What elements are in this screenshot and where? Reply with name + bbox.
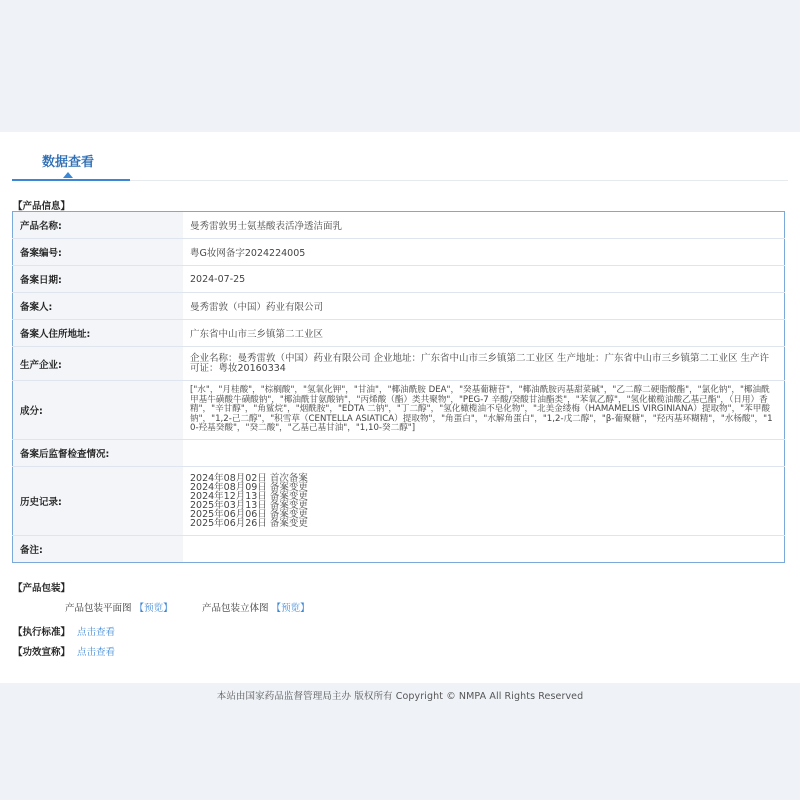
content-panel <box>0 132 800 683</box>
history-entry: 2024年08月09日 备案变更 <box>190 482 308 493</box>
remarks-label: 备注: <box>13 536 184 563</box>
top-banner-area <box>0 0 800 132</box>
packaging-flat-preview-link[interactable]: 【预览】 <box>134 603 173 614</box>
post-inspection-label: 备案后监督检查情况: <box>13 440 184 467</box>
row-remarks <box>13 536 785 563</box>
remarks-value <box>183 536 785 563</box>
row-manufacturer <box>13 347 785 381</box>
row-product-name <box>13 212 785 239</box>
ingredients-label: 成分: <box>13 381 184 440</box>
history-entry: 2024年12月13日 备案变更 <box>190 491 308 502</box>
registrant-value: 曼秀雷敦（中国）药业有限公司 <box>183 293 785 320</box>
record-date-value: 2024-07-25 <box>183 266 785 293</box>
manufacturer-value: 企业名称：曼秀雷敦（中国）药业有限公司 企业地址：广东省中山市三乡镇第二工业区 生产地址：广东省中山市三乡镇第二工业区 生产许可证：粤妆20160334 <box>183 347 785 381</box>
product-info-table <box>12 211 785 563</box>
history-list <box>183 467 785 536</box>
history-entry: 2024年08月02日 首次备案 <box>190 473 308 484</box>
tab-bar <box>12 132 788 181</box>
standard-label: 【执行标准】 <box>13 627 71 638</box>
row-record-date <box>13 266 785 293</box>
tab-data-view[interactable] <box>12 132 130 181</box>
history-entry: 2025年06月26日 备案变更 <box>190 518 308 529</box>
row-registrant <box>13 293 785 320</box>
record-date-label: 备案日期: <box>13 266 184 293</box>
registrant-address-value: 广东省中山市三乡镇第二工业区 <box>183 320 785 347</box>
footer-copyright: 本站由国家药品监督管理局主办 版权所有 Copyright © NMPA All Rights Reserved <box>216 691 584 702</box>
manufacturer-label: 生产企业: <box>13 347 184 381</box>
row-history <box>13 467 785 536</box>
tab-data-view-label: 数据查看 <box>42 155 95 170</box>
packaging-3d-preview-link[interactable]: 【预览】 <box>271 603 310 614</box>
post-inspection-value <box>183 440 785 467</box>
efficacy-row <box>13 644 115 658</box>
record-number-label: 备案编号: <box>13 239 184 266</box>
history-label: 历史记录: <box>13 467 184 536</box>
standard-row <box>13 624 115 638</box>
product-info-title: 【产品信息】 <box>13 201 71 212</box>
tab-caret-icon <box>63 172 73 178</box>
history-entry: 2025年06月06日 备案变更 <box>190 509 308 520</box>
footer <box>0 683 800 800</box>
standard-view-link[interactable]: 点击查看 <box>77 627 116 638</box>
efficacy-label: 【功效宣称】 <box>13 647 71 658</box>
ingredients-value: ["水"，"月桂酸"，"棕榈酸"，"氢氧化钾"，"甘油"，"椰油酰胺 DEA"，"癸基葡糖苷"，"椰油酰胺丙基甜菜碱"，"乙二醇二硬脂酸酯"，"氯化钠"，"椰油酰甲基牛磺酸牛磺酸钠"，"椰油酰甘氨酸钠"，"丙烯酸（酯）类共聚物"，"PEG-7 辛酸/癸酸甘油酯类"，"苯氧乙醇"，"氢化橄榄油酸乙基己酯"，（日用）香精"，"辛甘醇"，"角鲨烷"，"烟酰胺"，"EDTA 二钠"，"丁二醇"，"氢化橄榄油不皂化物"，"北美金缕梅（HAMAMELIS VIRGINIANA）提取物"，"苯甲酸钠"，"1,2-己二醇"，"积雪草（CENTELLA ASIATICA）提取物"，"角蛋白"，"水解角蛋白"，"1,2-戊二醇"，"β-葡聚糖"，"羟丙基环糊精"，"水杨酸"，"10-羟基癸酸"，"癸二酸"，"乙基己基甘油"，"1,10-癸二醇"] <box>183 381 785 440</box>
product-name-value: 曼秀雷敦男士氨基酸表活净透洁面乳 <box>190 221 343 232</box>
row-ingredients <box>13 381 785 440</box>
product-name-label: 产品名称: <box>13 212 184 239</box>
packaging-title: 【产品包装】 <box>13 583 71 594</box>
packaging-flat-item <box>65 600 173 614</box>
history-entry: 2025年03月13日 备案变更 <box>190 500 308 511</box>
efficacy-view-link[interactable]: 点击查看 <box>77 647 116 658</box>
row-post-inspection <box>13 440 785 467</box>
packaging-flat-label: 产品包装平面图 <box>65 603 132 614</box>
record-number-value: 粤G妆网备字2024224005 <box>183 239 785 266</box>
packaging-3d-item <box>202 600 310 614</box>
registrant-label: 备案人: <box>13 293 184 320</box>
row-record-number <box>13 239 785 266</box>
packaging-3d-label: 产品包装立体图 <box>202 603 269 614</box>
row-registrant-address <box>13 320 785 347</box>
registrant-address-label: 备案人住所地址: <box>13 320 184 347</box>
